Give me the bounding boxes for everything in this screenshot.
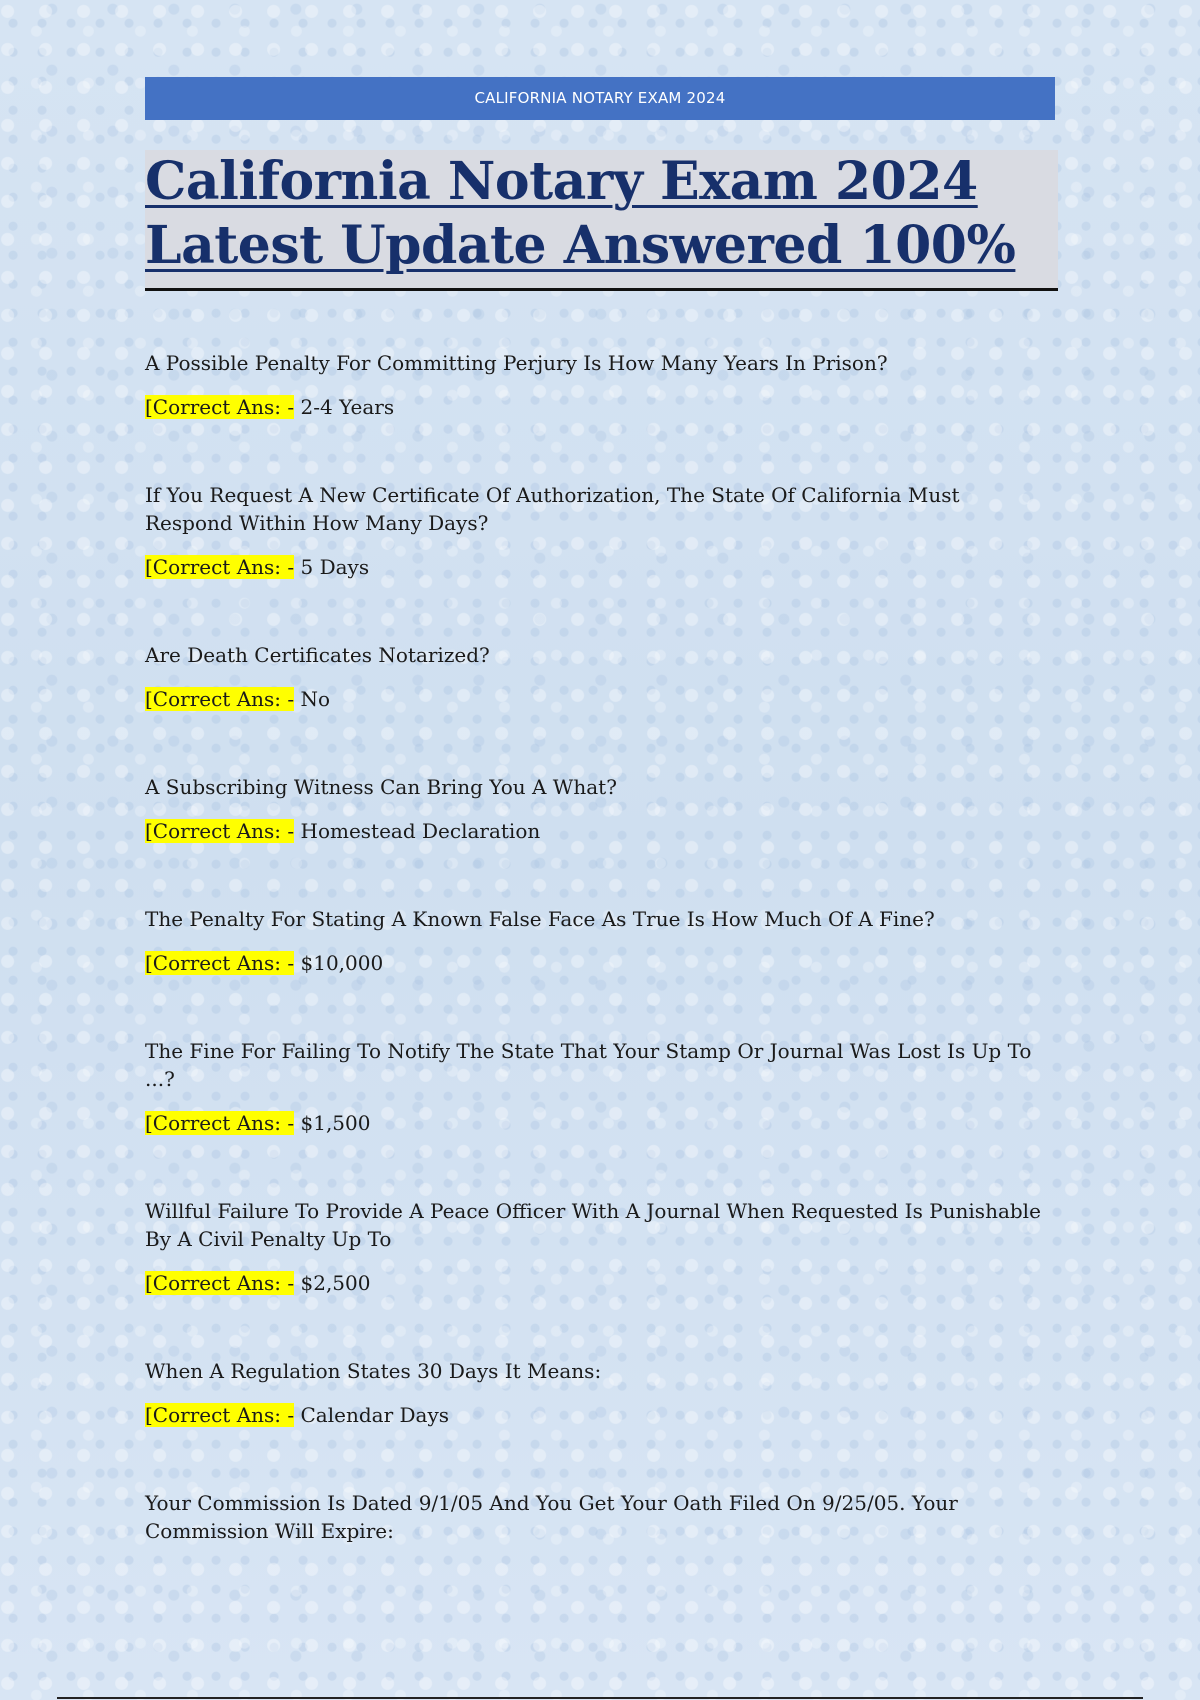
qa-item (145, 1489, 1055, 1545)
footer-divider (57, 1697, 1143, 1699)
qa-item (145, 773, 1055, 845)
answer-text: Homestead Declaration (300, 819, 541, 843)
question-text: When A Regulation States 30 Days It Means: (145, 1359, 602, 1383)
question-text: If You Request A New Certificate Of Authorization, The State Of California Must Respond Within How Many Days? (145, 483, 960, 535)
qa-item (145, 1197, 1055, 1297)
question-text: The Fine For Failing To Notify The State That Your Stamp Or Journal Was Lost Is Up To ...? (145, 1039, 1032, 1091)
answer-line (145, 553, 1055, 581)
answer-text: $10,000 (300, 951, 384, 975)
qa-item (145, 1357, 1055, 1429)
answer-label-highlight: [Correct Ans: - (145, 819, 295, 843)
answer-line (145, 817, 1055, 845)
title-line-1: California Notary Exam 2024 (145, 151, 978, 212)
question-text: A Subscribing Witness Can Bring You A What? (145, 775, 617, 799)
qa-item (145, 349, 1055, 421)
answer-text: $2,500 (300, 1271, 371, 1295)
question-text: Are Death Certificates Notarized? (145, 643, 490, 667)
answer-label-highlight: [Correct Ans: - (145, 1271, 295, 1295)
qa-item (145, 641, 1055, 713)
answer-line (145, 949, 1055, 977)
answer-text: 2-4 Years (300, 395, 395, 419)
qa-item (145, 481, 1055, 581)
answer-line (145, 1401, 1055, 1429)
question-text: Your Commission Is Dated 9/1/05 And You Get Your Oath Filed On 9/25/05. Your Commission Will Expire: (145, 1491, 958, 1543)
answer-line (145, 1109, 1055, 1137)
answer-label-highlight: [Correct Ans: - (145, 951, 295, 975)
document-page (145, 77, 1055, 1545)
question-text: Willful Failure To Provide A Peace Officer With A Journal When Requested Is Punishable By A Civil Penalty Up To (145, 1199, 1041, 1251)
question-text: A Possible Penalty For Committing Perjury Is How Many Years In Prison? (145, 351, 888, 375)
qa-item (145, 1037, 1055, 1137)
answer-label-highlight: [Correct Ans: - (145, 555, 295, 579)
answer-text: $1,500 (300, 1111, 371, 1135)
answer-text: 5 Days (300, 555, 370, 579)
title-line-2: Latest Update Answered 100% (145, 215, 1016, 276)
answer-label-highlight: [Correct Ans: - (145, 1111, 295, 1135)
header-banner: CALIFORNIA NOTARY EXAM 2024 (145, 77, 1055, 120)
answer-text: Calendar Days (300, 1403, 450, 1427)
answer-line (145, 1269, 1055, 1297)
answer-label-highlight: [Correct Ans: - (145, 1403, 295, 1427)
answer-label-highlight: [Correct Ans: - (145, 687, 295, 711)
answer-line (145, 685, 1055, 713)
qa-list (145, 349, 1055, 1545)
answer-label-highlight: [Correct Ans: - (145, 395, 295, 419)
qa-item (145, 905, 1055, 977)
answer-line (145, 393, 1055, 421)
question-text: The Penalty For Stating A Known False Face As True Is How Much Of A Fine? (145, 907, 935, 931)
answer-text: No (300, 687, 331, 711)
document-title (145, 150, 1058, 291)
